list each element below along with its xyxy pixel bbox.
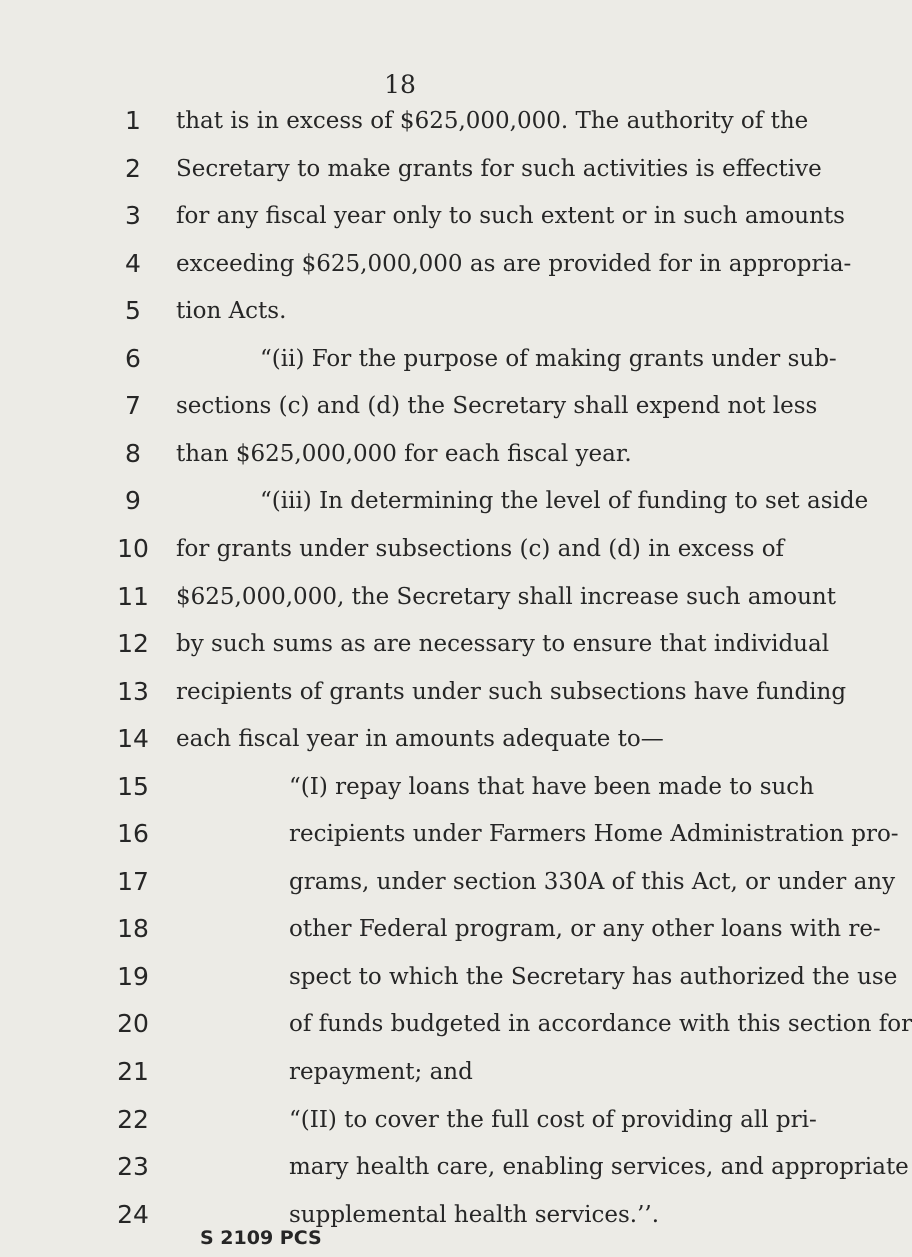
line-number: 20 [117,1009,149,1039]
line-number: 2 [125,153,141,183]
text-line: for any fiscal year only to such extent or in such amounts [176,203,845,230]
line-number: 17 [117,866,149,896]
line-number: 7 [125,391,141,421]
line-number: 13 [117,676,149,706]
text-line: mary health care, enabling services, and appropriate [289,1154,909,1181]
line-number: 23 [117,1152,149,1182]
text-line: grams, under section 330A of this Act, or under any [289,868,896,895]
text-line: supplemental health services.’’. [289,1201,660,1228]
text-line: exceeding $625,000,000 as are provided for in appropria- [176,250,852,277]
line-number: 10 [117,533,149,563]
text-line: “(iii) In determining the level of funding to set aside [260,488,869,515]
line-number: 5 [125,296,141,326]
text-line: “(ii) For the purpose of making grants under sub- [260,345,837,372]
text-line: spect to which the Secretary has authorized the use [289,963,898,990]
line-number: 24 [117,1199,149,1229]
text-line: sections (c) and (d) the Secretary shall expend not less [176,393,818,420]
line-number: 6 [125,343,141,373]
line-number: 8 [125,438,141,468]
line-number: 15 [117,771,149,801]
line-number: 14 [117,724,149,754]
bill-identifier: S 2109 PCS [200,1227,322,1249]
line-number: 11 [117,581,149,611]
text-line: $625,000,000, the Secretary shall increase such amount [176,583,836,610]
text-line: of funds budgeted in accordance with this section for [289,1011,912,1038]
line-number: 19 [117,961,149,991]
text-line: than $625,000,000 for each fiscal year. [176,440,632,467]
text-line: “(II) to cover the full cost of providing all pri- [289,1106,817,1133]
text-line: recipients under Farmers Home Administration pro- [289,821,899,848]
text-line: by such sums as are necessary to ensure that individual [176,631,830,658]
text-line: tion Acts. [176,298,287,325]
line-number: 21 [117,1057,149,1086]
line-number: 22 [117,1104,149,1134]
line-number: 1 [125,106,141,135]
text-line: recipients of grants under such subsections have funding [176,678,847,705]
text-line: for grants under subsections (c) and (d) in excess of [176,535,785,562]
line-number: 18 [117,914,149,944]
page-number: 18 [384,70,416,99]
text-line: that is in excess of $625,000,000. The authority of the [176,108,809,134]
text-line: each fiscal year in amounts adequate to— [176,726,664,753]
line-number: 16 [117,819,149,849]
line-number: 12 [117,629,149,659]
text-line: Secretary to make grants for such activities is effective [176,155,822,182]
text-line: other Federal program, or any other loans with re- [289,916,881,943]
line-number: 9 [125,486,141,516]
line-number: 4 [125,248,141,278]
text-line: “(I) repay loans that have been made to such [289,773,815,800]
text-line: repayment; and [289,1059,473,1085]
line-number: 3 [125,201,141,231]
